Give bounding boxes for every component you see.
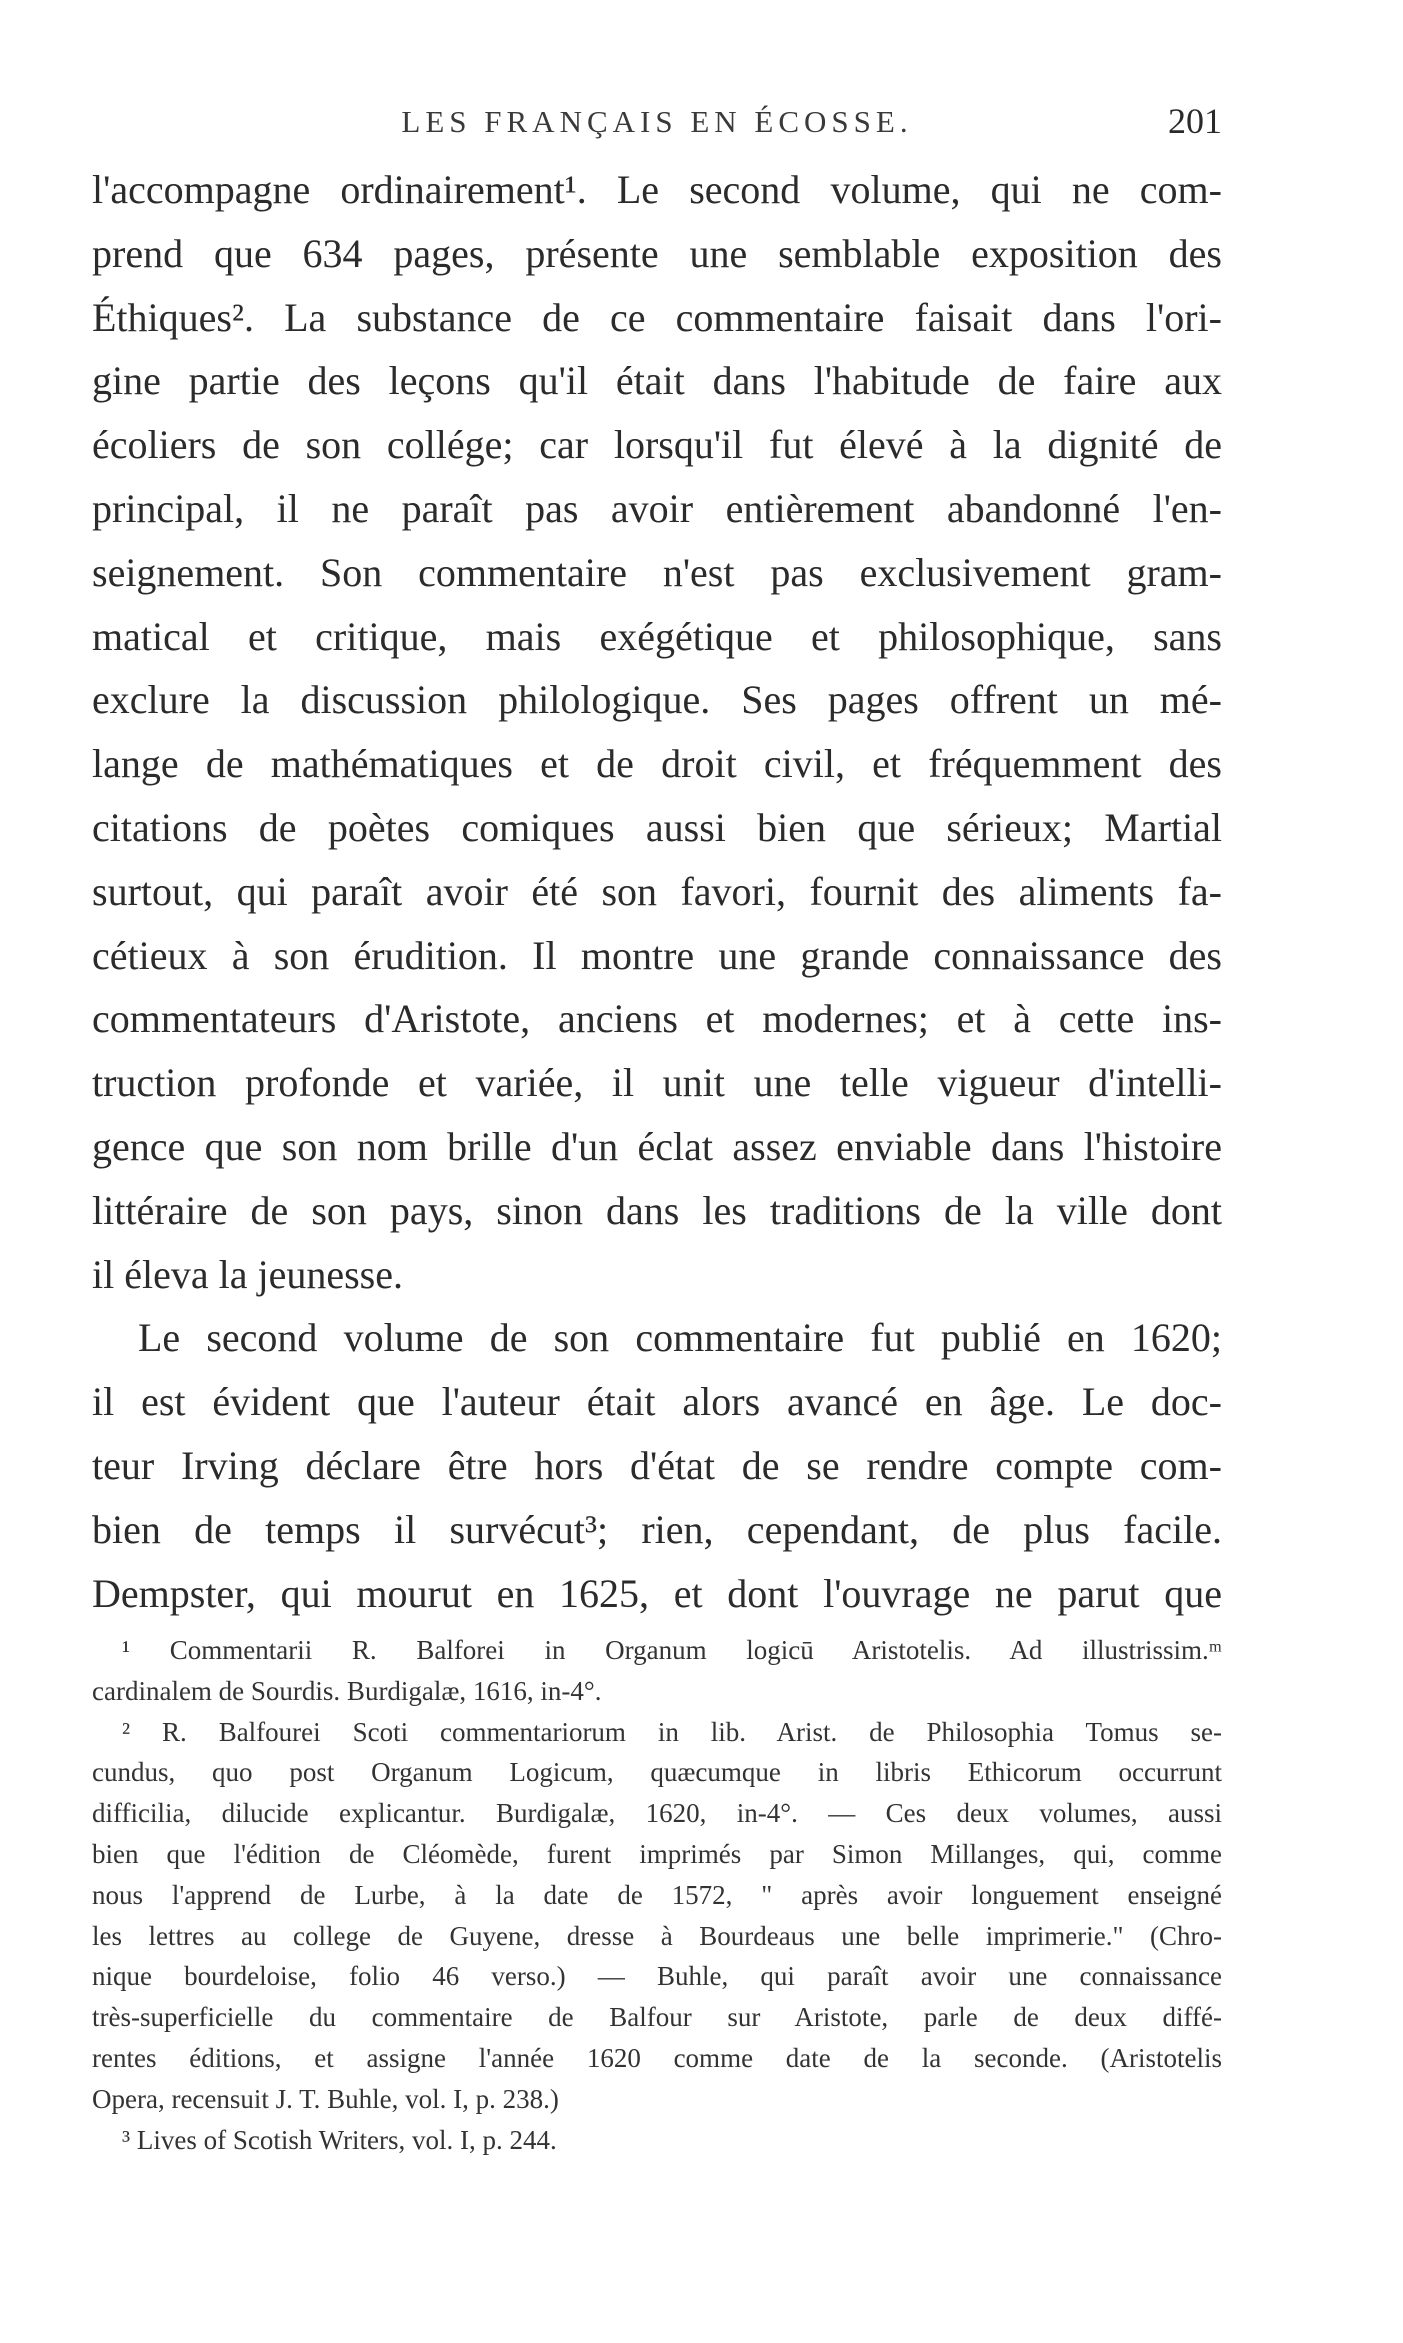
footnotes (92, 1630, 1222, 2160)
text-line: il est évident que l'auteur était alors avancé en âge. Le doc- (92, 1379, 1222, 1425)
text-line: lange de mathématiques et de droit civil, et fréquemment des (92, 741, 1222, 787)
footnote-line: ¹ Commentarii R. Balforei in Organum logicū Aristotelis. Ad illustrissim.ᵐ (122, 1635, 1222, 1665)
text-line: littéraire de son pays, sinon dans les traditions de la ville dont (92, 1187, 1222, 1233)
text-line: seignement. Son commentaire n'est pas exclusivement gram- (92, 549, 1222, 595)
footnote-line: cundus, quo post Organum Logicum, quæcumque in libris Ethicorum occurrunt (92, 1757, 1222, 1788)
text-line: cétieux à son érudition. Il montre une grande connaissance des (92, 932, 1222, 978)
running-title: LES FRANÇAIS EN ÉCOSSE. (401, 104, 913, 139)
main-text (92, 158, 1222, 1625)
footnote-line: cardinalem de Sourdis. Burdigalæ, 1616, in-4°. (92, 1675, 602, 1706)
footnote-line: nous l'apprend de Lurbe, à la date de 1572, " après avoir longuement enseigné (92, 1879, 1222, 1910)
text-line: il éleva la jeunesse. (92, 1251, 403, 1297)
text-line: teur Irving déclare être hors d'état de se rendre compte com- (92, 1442, 1222, 1488)
text-line: matical et critique, mais exégétique et philosophique, sans (92, 613, 1222, 659)
text-line: l'accompagne ordinairement¹. Le second volume, qui ne com- (92, 167, 1222, 212)
footnote-line: difficilia, dilucide explicantur. Burdigalæ, 1620, in-4°. — Ces deux volumes, aussi (92, 1798, 1222, 1829)
footnote-line: Opera, recensuit J. T. Buhle, vol. I, p. 238.) (92, 2083, 559, 2114)
text-line: écoliers de son collége; car lorsqu'il fut élevé à la dignité de (92, 422, 1222, 468)
text-line: bien de temps il survécut³; rien, cependant, de plus facile. (92, 1506, 1222, 1552)
text-line: commentateurs d'Aristote, anciens et modernes; et à cette ins- (92, 996, 1222, 1042)
footnote-line: les lettres au college de Guyene, dresse à Bourdeaus une belle imprimerie." (Chro- (92, 1920, 1222, 1951)
footnote-line: nique bourdeloise, folio 46 verso.) — Buhle, qui paraît avoir une connaissance (92, 1961, 1222, 1992)
text-line: citations de poètes comiques aussi bien que sérieux; Martial (92, 804, 1222, 850)
page-number: 201 (1168, 101, 1222, 141)
text-line: Dempster, qui mourut en 1625, et dont l'ouvrage ne parut que (92, 1570, 1222, 1616)
text-line: exclure la discussion philologique. Ses pages offrent un mé- (92, 677, 1222, 723)
text-line: gence que son nom brille d'un éclat assez enviable dans l'histoire (92, 1123, 1222, 1169)
running-head (92, 101, 1222, 148)
footnote-line: très-superficielle du commentaire de Balfour sur Aristote, parle de deux diffé- (92, 2002, 1222, 2033)
text-line: Éthiques². La substance de ce commentaire faisait dans l'ori- (92, 294, 1222, 340)
footnote-line: rentes éditions, et assigne l'année 1620 comme date de la seconde. (Aristotelis (92, 2042, 1222, 2073)
footnote-line: ² R. Balfourei Scoti commentariorum in lib. Arist. de Philosophia Tomus se- (122, 1716, 1222, 1747)
text-line: Le second volume de son commentaire fut publié en 1620; (138, 1315, 1222, 1361)
text-line: truction profonde et variée, il unit une telle vigueur d'intelli- (92, 1060, 1222, 1106)
text-line: gine partie des leçons qu'il était dans l'habitude de faire aux (92, 358, 1222, 404)
text-line: prend que 634 pages, présente une semblable exposition des (92, 230, 1222, 276)
text-line: principal, il ne paraît pas avoir entièrement abandonné l'en- (92, 485, 1222, 531)
footnote-line: bien que l'édition de Cléomède, furent imprimés par Simon Millanges, qui, comme (92, 1838, 1222, 1869)
text-line: surtout, qui paraît avoir été son favori, fournit des aliments fa- (92, 868, 1222, 914)
footnote-line: ³ Lives of Scotish Writers, vol. I, p. 244. (122, 2124, 557, 2155)
